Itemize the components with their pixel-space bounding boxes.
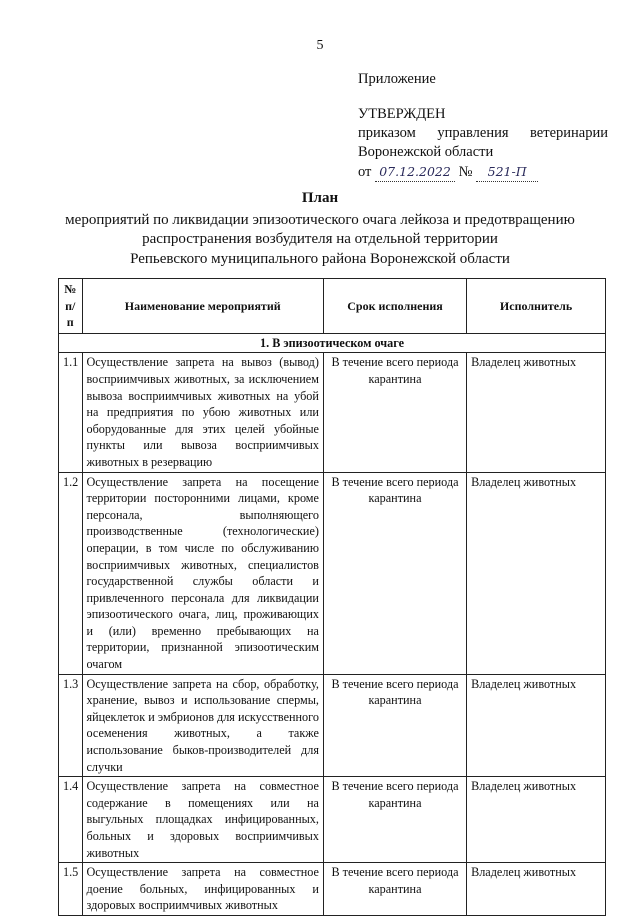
table-row [59, 863, 606, 916]
row-number: 1.4 [59, 777, 83, 863]
section-title: 1. В эпизоотическом очаге [59, 333, 606, 353]
approved-label: УТВЕРЖДЕН [358, 106, 446, 122]
plan-title-line-2: распространения возбудителя на отдельной территории [142, 231, 498, 247]
header-name: Наименование мероприятий [82, 279, 323, 334]
header-term: Срок исполнения [323, 279, 466, 334]
table-header-row [59, 279, 606, 334]
approval-line-2: Воронежской области [358, 144, 494, 160]
plan-title-line-1: мероприятий по ликвидации эпизоотического очага лейкоза и предотвращению [65, 211, 575, 228]
row-measure: Осуществление запрета на совместное содержание в помещениях или на выгульных площадках инфицированных, больных и здоровых восприимчивых животных [82, 777, 323, 863]
table-row [59, 353, 606, 472]
plan-title-line-3: Репьевского муниципального района Воронежской области [130, 250, 510, 267]
page-number: 5 [316, 38, 324, 53]
row-measure: Осуществление запрета на сбор, обработку, хранение, вывоз и использование спермы, яйцеклеток и эмбрионов для искусственного осеменения животных, а также использование быков-производителей для случки [82, 674, 323, 777]
handwritten-number: 521-П [476, 162, 538, 182]
row-executor: Владелец животных [467, 863, 606, 916]
from-label: от [358, 164, 372, 180]
row-executor: Владелец животных [467, 674, 606, 777]
section-row [59, 333, 606, 353]
number-label: № [458, 164, 473, 180]
table-row [59, 674, 606, 777]
row-measure: Осуществление запрета на совместное доение больных, инфицированных и здоровых восприимчивых животных [82, 863, 323, 916]
row-term: В течение всего периода карантина [323, 863, 466, 916]
header-executor: Исполнитель [467, 279, 606, 334]
plan-title [0, 189, 640, 269]
handwritten-date: 07.12.2022 [375, 162, 455, 182]
header-number: № п/п [59, 279, 83, 334]
row-number: 1.3 [59, 674, 83, 777]
row-number: 1.2 [59, 472, 83, 674]
row-executor: Владелец животных [467, 353, 606, 472]
row-executor: Владелец животных [467, 472, 606, 674]
row-executor: Владелец животных [467, 777, 606, 863]
row-measure: Осуществление запрета на вывоз (вывод) восприимчивых животных, за исключением вывоза восприимчивых животных на убой на предприятия по убою животных или оборудованные для этих целей убойные пункты или вывоза восприимчивых животных в резервацию [82, 353, 323, 472]
approval-date-line [358, 162, 608, 182]
appendix-label: Приложение [358, 71, 436, 87]
row-number: 1.5 [59, 863, 83, 916]
table-row [59, 777, 606, 863]
row-measure: Осуществление запрета на посещение территории посторонними лицами, кроме персонала, выполняющего производственные (технологические) операции, в том числе по обслуживанию восприимчивых животных, специалистов государственной службы области и привлеченного персонала для ликвидации эпизоотического очага, лиц, проживающих и (или) временно пребывающих на территории, признанной эпизоотическим очагом [82, 472, 323, 674]
row-term: В течение всего периода карантина [323, 353, 466, 472]
row-term: В течение всего периода карантина [323, 674, 466, 777]
table-row [59, 472, 606, 674]
row-term: В течение всего периода карантина [323, 472, 466, 674]
row-term: В течение всего периода карантина [323, 777, 466, 863]
approval-block [358, 70, 608, 182]
row-number: 1.1 [59, 353, 83, 472]
plan-heading: План [301, 190, 339, 206]
approval-line-1: приказом управления ветеринарии [358, 125, 608, 141]
plan-table [58, 278, 606, 916]
